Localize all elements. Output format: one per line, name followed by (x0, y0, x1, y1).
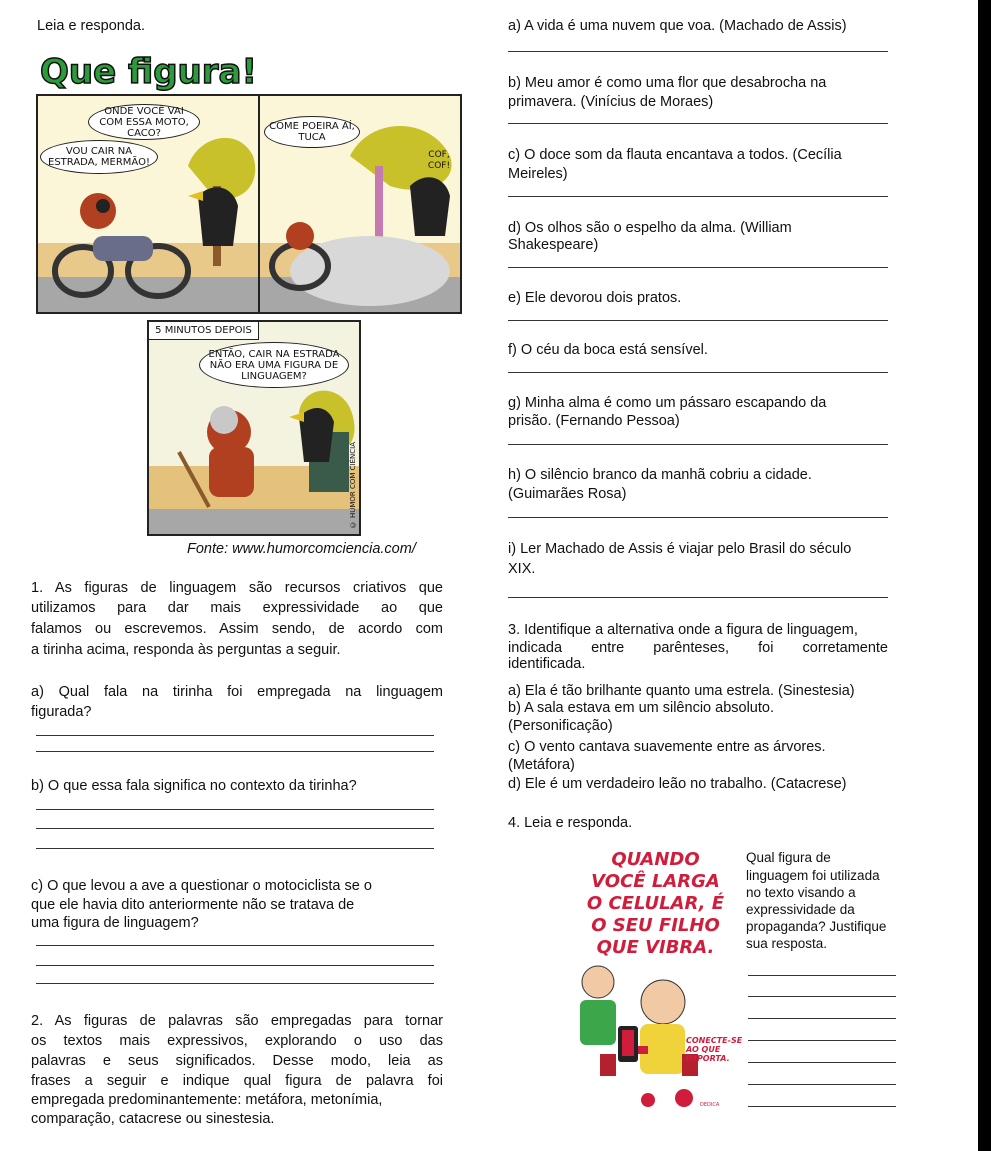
q3-option-a[interactable]: a) Ela é tão brilhante quanto uma estrela. (Sinestesia) (508, 683, 855, 699)
q2b-line1: b) Meu amor é como uma flor que desabrocha na (508, 75, 827, 91)
q1c-line3: uma figura de linguagem? (31, 915, 199, 931)
answer-line[interactable] (36, 965, 434, 966)
q4-question-line3: no texto visando a (746, 885, 856, 900)
q3-option-d[interactable]: d) Ele é um verdadeiro leão no trabalho. (Catacrese) (508, 776, 847, 792)
q2h-line1: h) O silêncio branco da manhã cobriu a cidade. (508, 467, 812, 483)
caption-box: 5 MINUTOS DEPOIS (149, 322, 259, 340)
q3-option-c[interactable]: c) O vento cantava suavemente entre as árvores. (508, 739, 826, 755)
answer-line[interactable] (748, 1106, 896, 1107)
q2e-line1: e) Ele devorou dois pratos. (508, 290, 682, 306)
answer-line[interactable] (748, 1084, 896, 1085)
answer-line[interactable] (36, 809, 434, 810)
instruction: Leia e responda. (37, 18, 146, 34)
ad-tagline-1: CONECTE-SE (686, 1036, 743, 1045)
q2g-line1: g) Minha alma é como um pássaro escapando da (508, 395, 827, 411)
ad-tagline (686, 1036, 742, 1063)
answer-line[interactable] (36, 848, 434, 849)
q1-intro-line3: falamos ou escrevemos. Assim sendo, de acordo com (31, 621, 443, 637)
speech-bubble-4: COF, COF! (427, 150, 451, 171)
q2a-line1: a) A vida é uma nuvem que voa. (Machado de Assis) (508, 18, 847, 34)
q4-question-line4: expressividade da (746, 902, 855, 917)
q1a-line2: figurada? (31, 704, 92, 720)
q1-intro-line1: 1. As figuras de linguagem são recursos criativos que (31, 580, 443, 596)
q2d-line2: Shakespeare) (508, 237, 599, 253)
comic-source: Fonte: www.humorcomciencia.com/ (187, 541, 416, 557)
comic-credit: © HUMOR COM CIÊNCIA (349, 442, 357, 529)
scan-edge-bar (978, 0, 991, 1151)
comic-panel-3 (147, 320, 361, 536)
q1a-line1: a) Qual fala na tirinha foi empregada na linguagem (31, 684, 443, 700)
q4-question-line2: linguagem foi utilizada (746, 868, 880, 883)
q3-intro-line2: indicada entre parênteses, foi corretamente (508, 640, 888, 656)
answer-line[interactable] (748, 996, 896, 997)
q2i-line2: XIX. (508, 561, 536, 577)
answer-line[interactable] (748, 975, 896, 976)
q1b-text: b) O que essa fala significa no contexto da tirinha? (31, 778, 357, 794)
answer-line[interactable] (36, 751, 434, 752)
q2g-line2: prisão. (Fernando Pessoa) (508, 413, 680, 429)
q3-option-c-label: (Metáfora) (508, 757, 575, 773)
q3-intro-line1: 3. Identifique a alternativa onde a figura de linguagem, (508, 622, 858, 638)
q2c-line1: c) O doce som da flauta encantava a todos. (Cecília (508, 147, 842, 163)
q2-intro-line1: 2. As figuras de palavras são empregadas para tornar (31, 1013, 443, 1029)
q4-question-line6: sua resposta. (746, 936, 828, 951)
q2c-line2: Meireles) (508, 166, 568, 182)
q2-intro-line6: comparação, catacrese ou sinestesia. (31, 1111, 275, 1127)
ad-tagline-3: IMPORTA. (686, 1054, 730, 1063)
answer-line[interactable] (508, 372, 888, 373)
ad-line-4: O SEU FILHO (591, 915, 720, 936)
q2h-line2: (Guimarães Rosa) (508, 486, 627, 502)
q2-intro-line3: palavras e seus significados. Desse modo, leia as (31, 1053, 443, 1069)
ad-tagline-2: AO QUE (686, 1045, 721, 1054)
q3-option-b-label: (Personificação) (508, 718, 613, 734)
answer-line[interactable] (508, 597, 888, 598)
ad-line-1: QUANDO (611, 849, 700, 870)
answer-line[interactable] (36, 945, 434, 946)
answer-line[interactable] (508, 196, 888, 197)
comic-panel-2 (258, 94, 462, 314)
q1c-line1: c) O que levou a ave a questionar o motociclista se o (31, 878, 372, 894)
speech-bubble-1: ONDE VOCÊ VAI COM ESSA MOTO, CACO? (88, 104, 200, 140)
answer-line[interactable] (36, 983, 434, 984)
q2d-line1: d) Os olhos são o espelho da alma. (William (508, 220, 792, 236)
answer-line[interactable] (508, 267, 888, 268)
q1-intro-line4: a tirinha acima, responda às perguntas a seguir. (31, 642, 341, 658)
speech-bubble-6: ENTÃO, CAIR NA ESTRADA NÃO ERA UMA FIGURA DE LINGUAGEM? (199, 342, 349, 388)
answer-line[interactable] (508, 51, 888, 52)
answer-line[interactable] (508, 320, 888, 321)
ad-line-2: VOCÊ LARGA (591, 871, 720, 892)
q4-question-line5: propaganda? Justifique (746, 919, 887, 934)
q2i-line1: i) Ler Machado de Assis é viajar pelo Brasil do século (508, 541, 852, 557)
answer-line[interactable] (748, 1040, 896, 1041)
answer-line[interactable] (508, 123, 888, 124)
q1c-line2: que ele havia dito anteriormente não se tratava de (31, 897, 355, 913)
q4-question-line1: Qual figura de (746, 850, 831, 865)
answer-line[interactable] (508, 444, 888, 445)
q3-intro-line3: identificada. (508, 656, 586, 672)
answer-line[interactable] (36, 735, 434, 736)
q2-intro-line2: os textos mais expressivos, explorando o uso das (31, 1033, 443, 1049)
q2-intro-line5: empregada predominantemente: metáfora, metonímia, (31, 1092, 383, 1108)
ad-logo: DEDICA (700, 1102, 720, 1108)
q2b-line2: primavera. (Vinícius de Moraes) (508, 94, 714, 110)
q3-option-b[interactable]: b) A sala estava em um silêncio absoluto. (508, 700, 774, 716)
answer-line[interactable] (748, 1018, 896, 1019)
speech-bubble-2: VOU CAIR NA ESTRADA, MERMÃO! (40, 140, 158, 174)
q1-intro-line2: utilizamos para dar mais expressividade ao que (31, 600, 443, 616)
advertisement (568, 840, 743, 1112)
answer-line[interactable] (748, 1062, 896, 1063)
q2-intro-line4: frases a seguir e indique qual figura de palavra foi (31, 1073, 443, 1089)
answer-line[interactable] (36, 828, 434, 829)
comic-panel-1 (36, 94, 262, 314)
q2f-line1: f) O céu da boca está sensível. (508, 342, 708, 358)
ad-line-3: O CELULAR, É (586, 893, 725, 914)
comic-title: Que figura! (40, 52, 257, 92)
q4-title: 4. Leia e responda. (508, 815, 633, 831)
answer-line[interactable] (508, 517, 888, 518)
speech-bubble-3: COME POEIRA AÍ, TUCA (264, 116, 360, 148)
ad-line-5: QUE VIBRA. (596, 937, 715, 958)
